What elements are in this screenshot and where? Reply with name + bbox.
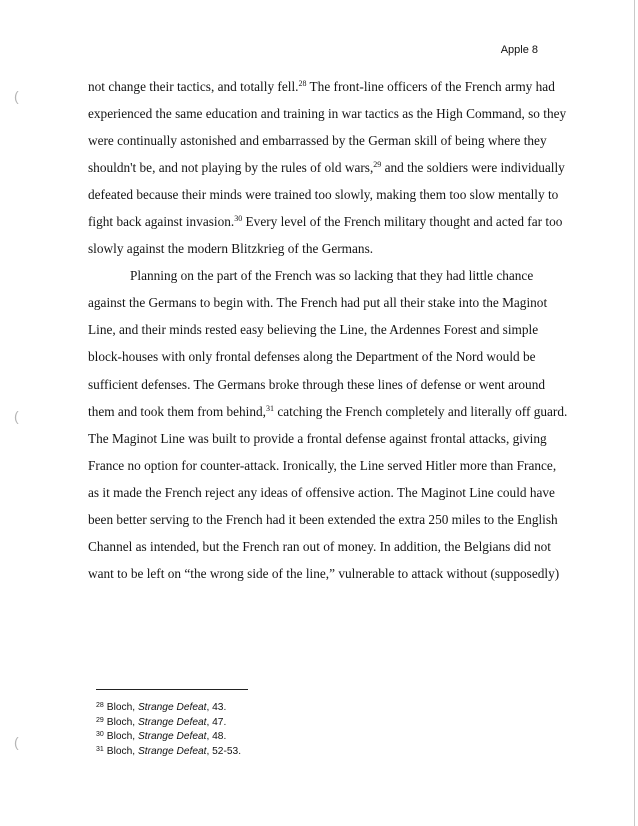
line-text: experienced the same education and training in war tactics as the High Command, so they — [88, 106, 567, 122]
text-line — [88, 73, 555, 100]
text-line — [88, 262, 550, 289]
text-line — [88, 343, 550, 370]
footnote-pages: , 52-53. — [206, 745, 242, 757]
text-line — [88, 316, 550, 343]
text-line — [88, 127, 550, 154]
text-line — [88, 100, 567, 127]
footnote-reference: 31 — [266, 403, 274, 413]
footnote-number: 28 — [96, 702, 104, 709]
footnote-reference: 29 — [373, 160, 382, 170]
text-line — [88, 235, 550, 262]
line-text: against the Germans to begin with. The French had put all their stake into the Maginot — [88, 295, 548, 311]
text-line — [88, 560, 560, 587]
page-edge — [634, 0, 635, 826]
line-text: shouldn't be, and not playing by the rules of old wars, — [88, 160, 374, 176]
footnote-reference: 30 — [234, 214, 243, 224]
line-text-continued: and the soldiers were individually — [381, 160, 565, 176]
footnote-pages: , 47. — [206, 716, 227, 728]
text-line — [88, 506, 558, 533]
line-text: sufficient defenses. The Germans broke through these lines of defense or went around — [88, 376, 546, 392]
line-text: The Maginot Line was built to provide a frontal defense against frontal attacks, giving — [88, 430, 547, 446]
body-text — [88, 73, 568, 587]
footnote — [96, 744, 241, 759]
line-text: want to be left on “the wrong side of the line,” vulnerable to attack without (supposedly) — [88, 565, 560, 581]
footnote-author: Bloch, — [106, 745, 138, 757]
footnote-title: Strange Defeat — [137, 702, 207, 713]
text-line — [88, 154, 565, 181]
line-text: not change their tactics, and totally fell. — [88, 79, 299, 94]
footnote-pages: , 43. — [206, 702, 227, 713]
footnote-author: Bloch, — [106, 702, 138, 713]
footnotes — [96, 700, 241, 758]
text-line — [88, 479, 555, 506]
footnote — [96, 729, 241, 744]
margin-mark: ( — [14, 734, 19, 750]
line-text: been better serving to the French had it been extended the extra 250 miles to the English — [88, 511, 558, 527]
line-text: slowly against the modern Blitzkrieg of the Germans. — [88, 241, 374, 257]
line-text: were continually astonished and embarrassed by the German skill of being where they — [88, 133, 547, 149]
footnote-author: Bloch, — [106, 716, 138, 728]
footnote-number: 29 — [96, 716, 104, 724]
footnote-reference: 28 — [298, 79, 307, 88]
footnote-author: Bloch, — [106, 731, 138, 742]
footnote-title: Strange Defeat — [137, 745, 207, 757]
text-line — [88, 398, 568, 425]
footnote-number: 30 — [96, 731, 104, 738]
footnote-title: Strange Defeat — [137, 716, 207, 728]
text-line — [88, 181, 559, 208]
line-text: Channel as intended, but the French ran out of money. In addition, the Belgians did not — [88, 538, 551, 554]
line-text: as it made the French reject any ideas of offensive action. The Maginot Line could have — [88, 484, 555, 500]
margin-mark: ( — [14, 88, 19, 104]
text-line — [88, 289, 550, 316]
running-head: Apple 8 — [500, 44, 538, 56]
line-text: fight back against invasion. — [88, 214, 235, 230]
line-text-continued: catching the French completely and literally off guard. — [274, 403, 568, 419]
line-text: Line, and their minds rested easy believing the Line, the Ardennes Forest and simple — [88, 322, 539, 338]
text-line — [88, 533, 550, 560]
line-text-continued: Every level of the French military thought and acted far too — [242, 214, 563, 230]
text-line — [88, 208, 563, 235]
footnote-rule — [96, 689, 248, 690]
line-text: them and took them from behind, — [88, 403, 266, 419]
line-text: block-houses with only frontal defenses along the Department of the Nord would be — [88, 349, 536, 365]
text-line — [88, 371, 550, 398]
line-text: defeated because their minds were trained too slowly, making them too slow mentally to — [88, 187, 559, 203]
footnote — [96, 700, 241, 715]
footnote-number: 31 — [96, 745, 104, 753]
text-line — [88, 425, 550, 452]
margin-mark: ( — [14, 408, 19, 424]
line-text: Planning on the part of the French was so lacking that they had little chance — [130, 268, 534, 284]
footnote-title: Strange Defeat — [137, 731, 207, 742]
line-text: France no option for counter-attack. Ironically, the Line served Hitler more than France, — [88, 457, 557, 473]
line-text-continued: The front-line officers of the French army had — [306, 79, 555, 94]
footnote — [96, 715, 241, 730]
footnote-pages: , 48. — [206, 731, 227, 742]
text-line — [88, 452, 557, 479]
